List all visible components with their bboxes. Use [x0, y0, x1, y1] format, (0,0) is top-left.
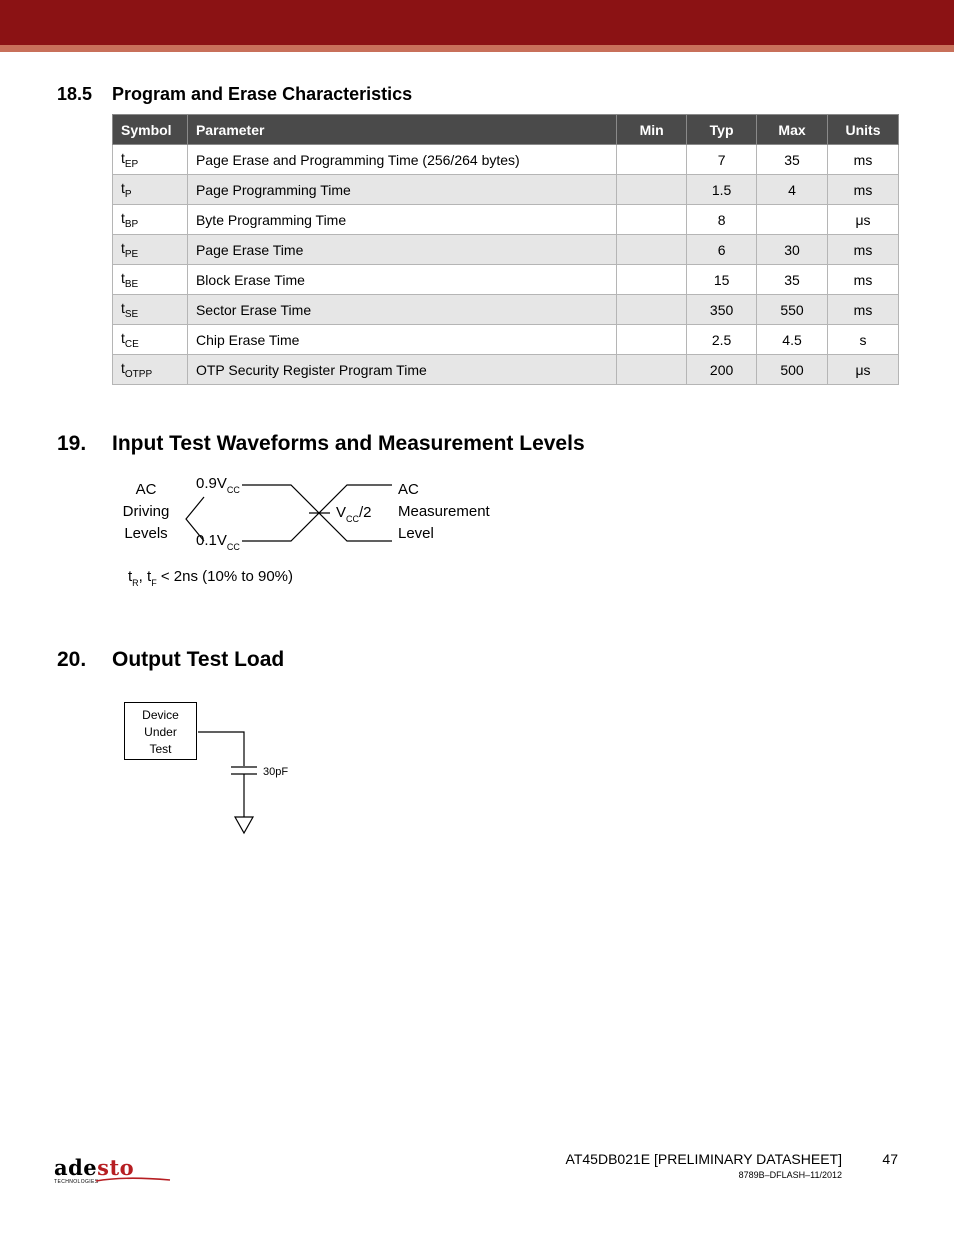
symbol-sub: CE — [124, 338, 139, 350]
level-text: 0.1V — [196, 532, 227, 549]
logo-part-a: ade — [54, 1155, 98, 1180]
cell-typ: 7 — [687, 145, 757, 175]
symbol-t: t — [121, 209, 125, 226]
cell-typ: 6 — [687, 235, 757, 265]
symbol-sub: SE — [124, 308, 139, 320]
dut-line: Device — [142, 708, 179, 722]
symbol-sub: BP — [124, 218, 139, 230]
level-sub: CC — [226, 542, 240, 552]
label-line: Level — [398, 525, 434, 542]
cell-units: ms — [828, 235, 899, 265]
symbol-t: t — [121, 359, 125, 376]
sep: , t — [138, 568, 152, 585]
label-line: AC — [135, 481, 157, 498]
waveform-diagram — [0, 0, 954, 600]
cell-typ: 1.5 — [687, 175, 757, 205]
header-symbol: Symbol — [113, 115, 188, 145]
output-load-circuit — [0, 690, 320, 840]
dut-line: Test — [149, 742, 172, 756]
wire-top — [198, 732, 244, 766]
cell-max: 550 — [757, 295, 828, 325]
logo-wordmark — [54, 1157, 134, 1179]
logo-part-b: sto — [97, 1155, 135, 1180]
symbol-sub: BE — [124, 278, 139, 290]
symbol-t: t — [121, 149, 125, 166]
label-line: Levels — [124, 525, 168, 542]
cell-parameter: Byte Programming Time — [187, 205, 616, 235]
symbol-t: t — [121, 179, 125, 196]
cell-parameter: Page Programming Time — [187, 175, 616, 205]
cell-max: 35 — [757, 145, 828, 175]
header-max: Max — [757, 115, 828, 145]
symbol-t: t — [121, 329, 125, 346]
adesto-logo — [54, 1157, 134, 1185]
cell-units: μs — [828, 205, 899, 235]
level-text: 0.9V — [196, 475, 227, 492]
section-number: 20. — [57, 648, 87, 671]
driving-levels-bracket — [186, 497, 204, 541]
cell-max: 30 — [757, 235, 828, 265]
cell-parameter: Page Erase and Programming Time (256/264 bytes) — [187, 145, 616, 175]
symbol-t: t — [121, 269, 125, 286]
cell-units: ms — [828, 295, 899, 325]
footer-page-number: 47 — [882, 1151, 898, 1167]
cell-parameter: Block Erase Time — [187, 265, 616, 295]
mid-suffix: /2 — [359, 504, 372, 521]
header-units: Units — [828, 115, 899, 145]
label-line: Measurement — [398, 503, 490, 520]
cell-units: μs — [828, 355, 899, 385]
footer-document-title: AT45DB021E [PRELIMINARY DATASHEET] — [565, 1151, 842, 1167]
header-typ: Typ — [687, 115, 757, 145]
section-title: Output Test Load — [112, 648, 285, 671]
ground-icon — [235, 817, 253, 833]
cell-max: 4 — [757, 175, 828, 205]
rest: < 2ns (10% to 90%) — [156, 568, 294, 585]
logo-swoosh-icon — [94, 1177, 174, 1183]
symbol-t: t — [121, 299, 125, 316]
cell-max: 35 — [757, 265, 828, 295]
cell-max: 4.5 — [757, 325, 828, 355]
cell-parameter: Chip Erase Time — [187, 325, 616, 355]
symbol-sub: PE — [124, 248, 139, 260]
r-sub: R — [132, 578, 139, 588]
section-title: Program and Erase Characteristics — [112, 84, 413, 104]
mid-v: V — [336, 504, 347, 521]
cell-units: ms — [828, 145, 899, 175]
t-symbol: t — [128, 568, 133, 585]
section-number: 18.5 — [57, 84, 93, 104]
header-parameter: Parameter — [187, 115, 616, 145]
section-20-heading — [57, 648, 557, 674]
header-min: Min — [617, 115, 687, 145]
cell-typ: 15 — [687, 265, 757, 295]
cell-typ: 8 — [687, 205, 757, 235]
symbol-sub: EP — [124, 158, 139, 170]
cell-units: s — [828, 325, 899, 355]
label-line: AC — [398, 481, 419, 498]
label-line: Driving — [122, 503, 170, 520]
cell-units: ms — [828, 265, 899, 295]
mid-sub: CC — [346, 514, 360, 524]
cell-max: 500 — [757, 355, 828, 385]
cell-parameter: Sector Erase Time — [187, 295, 616, 325]
cell-parameter: OTP Security Register Program Time — [187, 355, 616, 385]
section-title: Input Test Waveforms and Measurement Levels — [112, 432, 585, 455]
dut-line: Under — [144, 725, 177, 739]
f-sub: F — [151, 578, 157, 588]
rise-fall-time-note — [128, 566, 293, 589]
capacitor-label: 30pF — [263, 766, 289, 778]
cell-typ: 2.5 — [687, 325, 757, 355]
level-sub: CC — [226, 485, 240, 495]
cell-units: ms — [828, 175, 899, 205]
footer-document-code: 8789B–DFLASH–11/2012 — [738, 1170, 842, 1180]
symbol-t: t — [121, 239, 125, 256]
symbol-sub: OTPP — [124, 368, 153, 380]
logo-tagline: TECHNOLOGIES — [54, 1179, 99, 1185]
cell-typ: 200 — [687, 355, 757, 385]
section-number: 19. — [57, 432, 87, 455]
cell-typ: 350 — [687, 295, 757, 325]
symbol-sub: P — [124, 188, 132, 200]
cell-parameter: Page Erase Time — [187, 235, 616, 265]
